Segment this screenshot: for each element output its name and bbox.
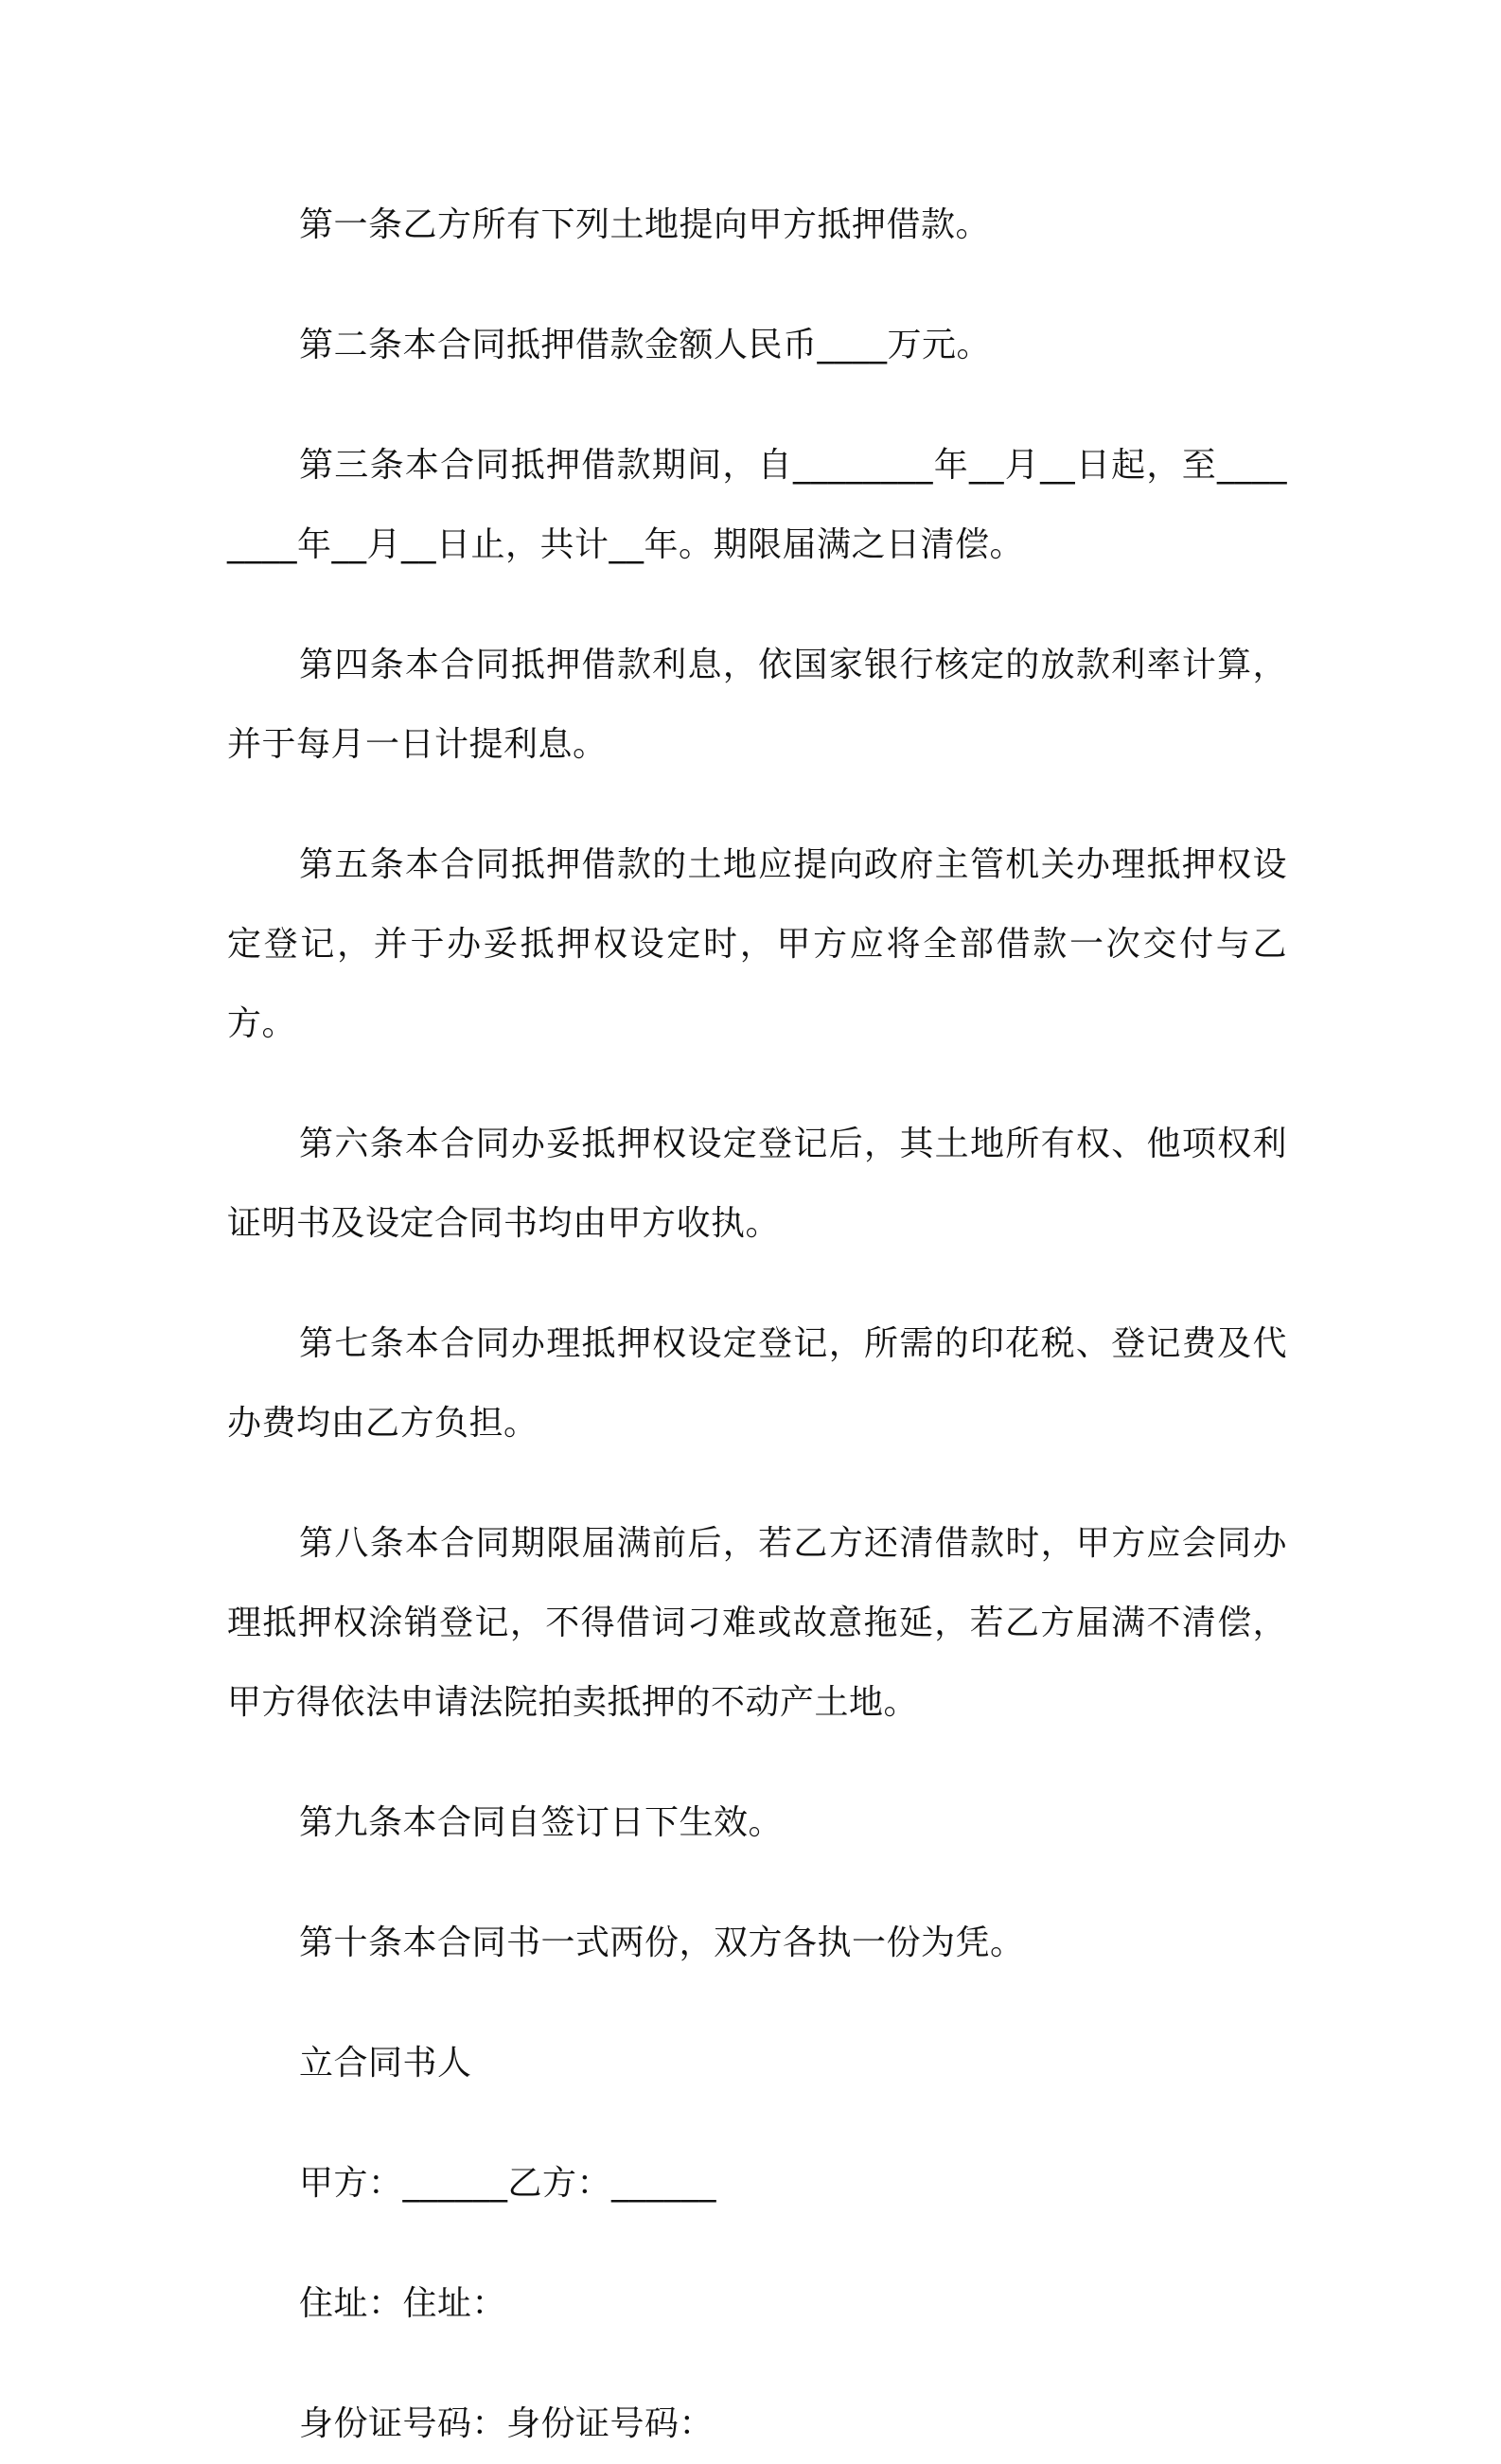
article-6: 第六条本合同办妥抵押权设定登记后，其土地所有权、他项权利证明书及设定合同书均由甲方收执。 xyxy=(227,1125,1287,1243)
article-4: 第四条本合同抵押借款利息，依国家银行核定的放款利率计算，并于每月一日计提利息。 xyxy=(227,646,1287,764)
article-1: 第一条乙方所有下列土地提向甲方抵押借款。 xyxy=(299,205,991,244)
party-names-line: 甲方：______乙方：______ xyxy=(299,2164,717,2203)
article-3: 第三条本合同抵押借款期间，自________年__月__日起，至________年__月__日止，共计__年。期限届满之日清偿。 xyxy=(227,446,1287,564)
article-2: 第二条本合同抵押借款金额人民币____万元。 xyxy=(299,326,992,364)
article-10: 第十条本合同书一式两份，双方各执一份为凭。 xyxy=(299,1923,1025,1962)
id-number-line: 身份证号码：身份证号码： xyxy=(299,2404,715,2443)
contract-body xyxy=(227,186,1287,2464)
address-line: 住址：住址： xyxy=(299,2284,507,2323)
signatory-title: 立合同书人 xyxy=(299,2044,472,2083)
article-5: 第五条本合同抵押借款的土地应提向政府主管机关办理抵押权设定登记，并于办妥抵押权设定时，甲方应将全部借款一次交付与乙方。 xyxy=(227,845,1287,1043)
article-7: 第七条本合同办理抵押权设定登记，所需的印花税、登记费及代办费均由乙方负担。 xyxy=(227,1324,1287,1443)
article-9: 第九条本合同自签订日下生效。 xyxy=(299,1803,784,1842)
article-8: 第八条本合同期限届满前后，若乙方还清借款时，甲方应会同办理抵押权涂销登记，不得借词刁难或故意拖延，若乙方届满不清偿，甲方得依法申请法院拍卖抵押的不动产土地。 xyxy=(227,1524,1287,1722)
